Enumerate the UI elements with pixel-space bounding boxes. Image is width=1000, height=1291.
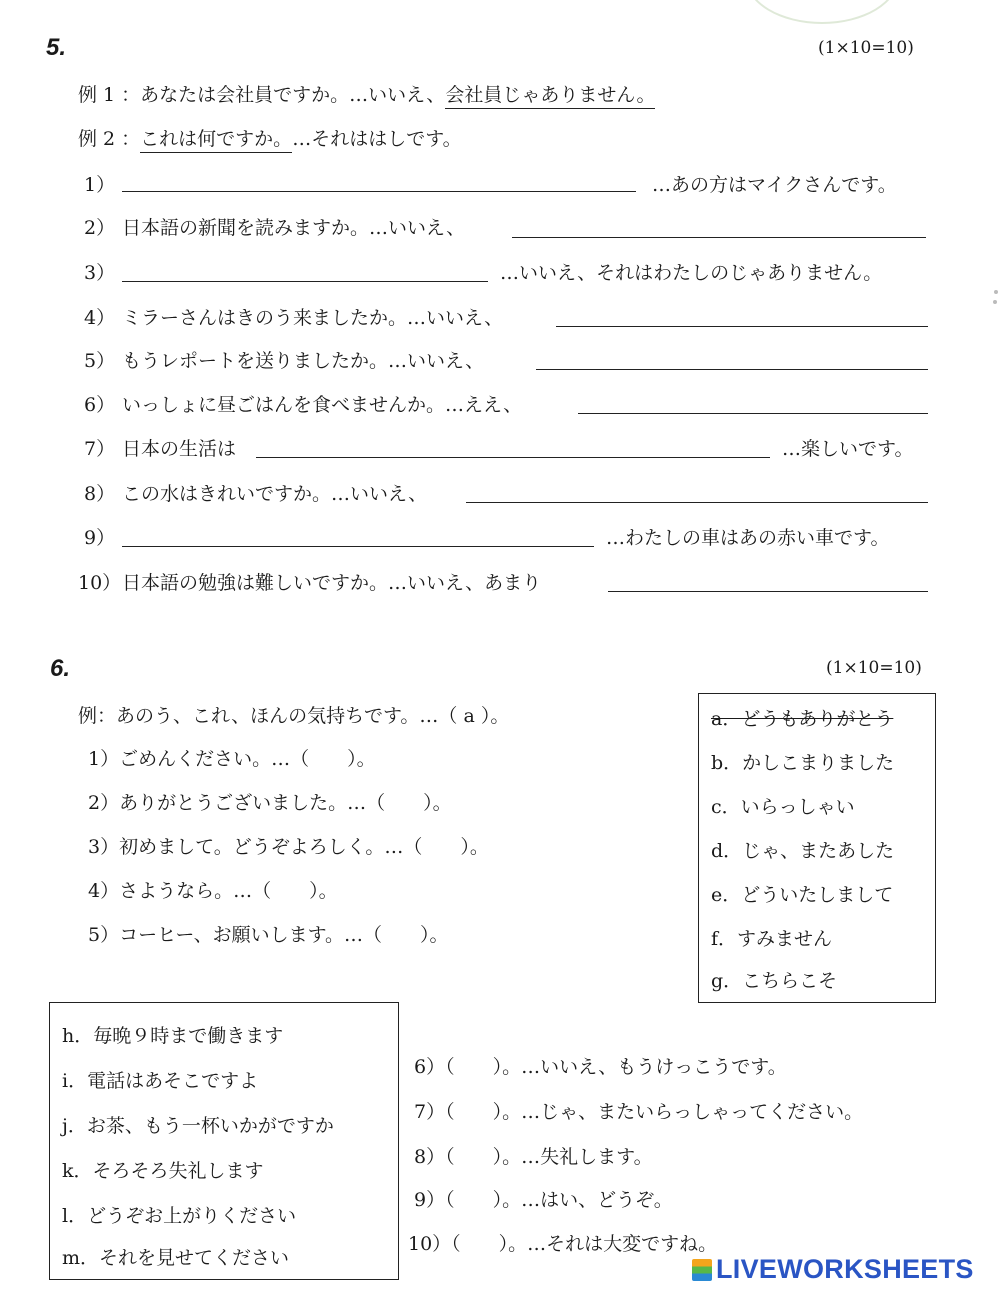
section-5-score: (1×10=10)	[818, 38, 914, 58]
item-5-3-text: …いいえ、それはわたしのじゃありません。	[500, 262, 883, 284]
item-6-4[interactable]: 4）さようなら。…（ ）。	[88, 880, 338, 902]
answer-blank-5-10[interactable]	[608, 590, 928, 592]
item-5-5-number: 5）	[84, 350, 116, 372]
item-6-6[interactable]: 6）（ ）。…いいえ、もうけっこうです。	[414, 1056, 787, 1078]
answer-blank-5-2[interactable]	[512, 236, 926, 238]
item-5-10-text: 日本語の勉強は難しいですか。…いいえ、あまり	[122, 572, 542, 594]
background-stamp-decoration	[745, 0, 899, 24]
item-5-7-text: 日本の生活は	[122, 438, 237, 460]
item-6-1[interactable]: 1）ごめんください。…（ ）。	[88, 748, 376, 770]
item-5-6-number: 6）	[84, 394, 116, 416]
item-5-6-text: いっしょに昼ごはんを食べませんか。…ええ、	[122, 394, 523, 416]
section-6-score: (1×10=10)	[826, 658, 922, 678]
item-5-4-text: ミラーさんはきのう来ましたか。…いいえ、	[122, 307, 504, 329]
item-5-9-text: …わたしの車はあの赤い車です。	[606, 527, 890, 549]
example-2-question: これは何ですか。	[140, 128, 292, 153]
section-5-example-2	[78, 124, 462, 151]
section-5-example-1	[78, 80, 655, 107]
option-a: a．どうもありがとう	[711, 708, 894, 730]
item-5-4-number: 4）	[84, 307, 116, 329]
item-6-7[interactable]: 7）（ ）。…じゃ、またいらっしゃってください。	[414, 1101, 864, 1123]
option-c: c．いらっしゃい	[711, 796, 855, 818]
section-6-number: 6.	[50, 655, 71, 682]
item-5-1-text: …あの方はマイクさんです。	[652, 174, 897, 196]
logo-text: LIVEWORKSHEETS	[716, 1254, 974, 1284]
liveworksheets-logo[interactable]	[692, 1254, 974, 1285]
option-j: j．お茶、もう一杯いかがですか	[62, 1115, 334, 1137]
logo-badge-icon	[692, 1259, 712, 1281]
options-box-left	[49, 1002, 399, 1280]
item-5-10-number: 10）	[78, 572, 122, 594]
item-5-2-number: 2）	[84, 217, 116, 239]
section-5-number: 5.	[46, 34, 67, 61]
option-e: e．どういたしまして	[711, 884, 894, 906]
item-6-2[interactable]: 2）ありがとうございました。…（ ）。	[88, 792, 452, 814]
item-6-5[interactable]: 5）コーヒー、お願いします。…（ ）。	[88, 924, 449, 946]
option-k: k．そろそろ失礼します	[62, 1160, 264, 1182]
example-1-answer: 会社員じゃありません。	[445, 84, 655, 109]
option-h: h．毎晩９時まで働きます	[62, 1025, 284, 1047]
option-d: d．じゃ、またあした	[711, 840, 895, 862]
answer-blank-5-1[interactable]	[122, 190, 636, 192]
item-5-1-number: 1）	[84, 174, 116, 196]
option-g: g．こちらこそ	[711, 970, 838, 992]
answer-blank-5-6[interactable]	[578, 412, 928, 414]
item-5-2-text: 日本語の新聞を読みますか。…いいえ、	[122, 217, 466, 239]
item-5-5-text: もうレポートを送りましたか。…いいえ、	[122, 350, 485, 372]
option-f: f．すみません	[711, 928, 833, 950]
item-6-8[interactable]: 8）（ ）。…失礼します。	[414, 1146, 653, 1168]
option-m: m．それを見せてください	[62, 1247, 290, 1269]
answer-blank-5-9[interactable]	[122, 545, 594, 547]
item-5-7-number: 7）	[84, 438, 116, 460]
option-b: b．かしこまりました	[711, 752, 895, 774]
option-i: i．電話はあそこですよ	[62, 1070, 259, 1092]
scan-mark	[994, 290, 998, 294]
section-6-example: 例：あのう、これ、ほんの気持ちです。…（ a ）。	[78, 705, 510, 727]
example-2-rest: …それははしです。	[292, 128, 462, 150]
item-5-8-number: 8）	[84, 483, 116, 505]
item-5-8-text: この水はきれいですか。…いいえ、	[122, 483, 428, 505]
answer-blank-5-5[interactable]	[536, 368, 928, 370]
example-1-prefix: 例 1 ：あなたは会社員ですか。…いいえ、	[78, 84, 446, 106]
item-6-9[interactable]: 9）（ ）。…はい、どうぞ。	[414, 1189, 673, 1211]
options-box-right	[698, 693, 936, 1003]
item-5-3-number: 3）	[84, 262, 116, 284]
item-6-10[interactable]: 10）（ ）。…それは大変ですね。	[408, 1233, 718, 1255]
answer-blank-5-4[interactable]	[556, 325, 928, 327]
answer-blank-5-7[interactable]	[256, 456, 770, 458]
scan-mark	[993, 300, 997, 304]
option-l: l．どうぞお上がりください	[62, 1205, 297, 1227]
item-6-3[interactable]: 3）初めまして。どうぞよろしく。…（ ）。	[88, 836, 489, 858]
answer-blank-5-3[interactable]	[122, 280, 488, 282]
item-5-7-after: …楽しいです。	[782, 438, 914, 460]
example-2-prefix: 例 2 ：	[78, 128, 141, 150]
answer-blank-5-8[interactable]	[466, 501, 928, 503]
item-5-9-number: 9）	[84, 527, 116, 549]
